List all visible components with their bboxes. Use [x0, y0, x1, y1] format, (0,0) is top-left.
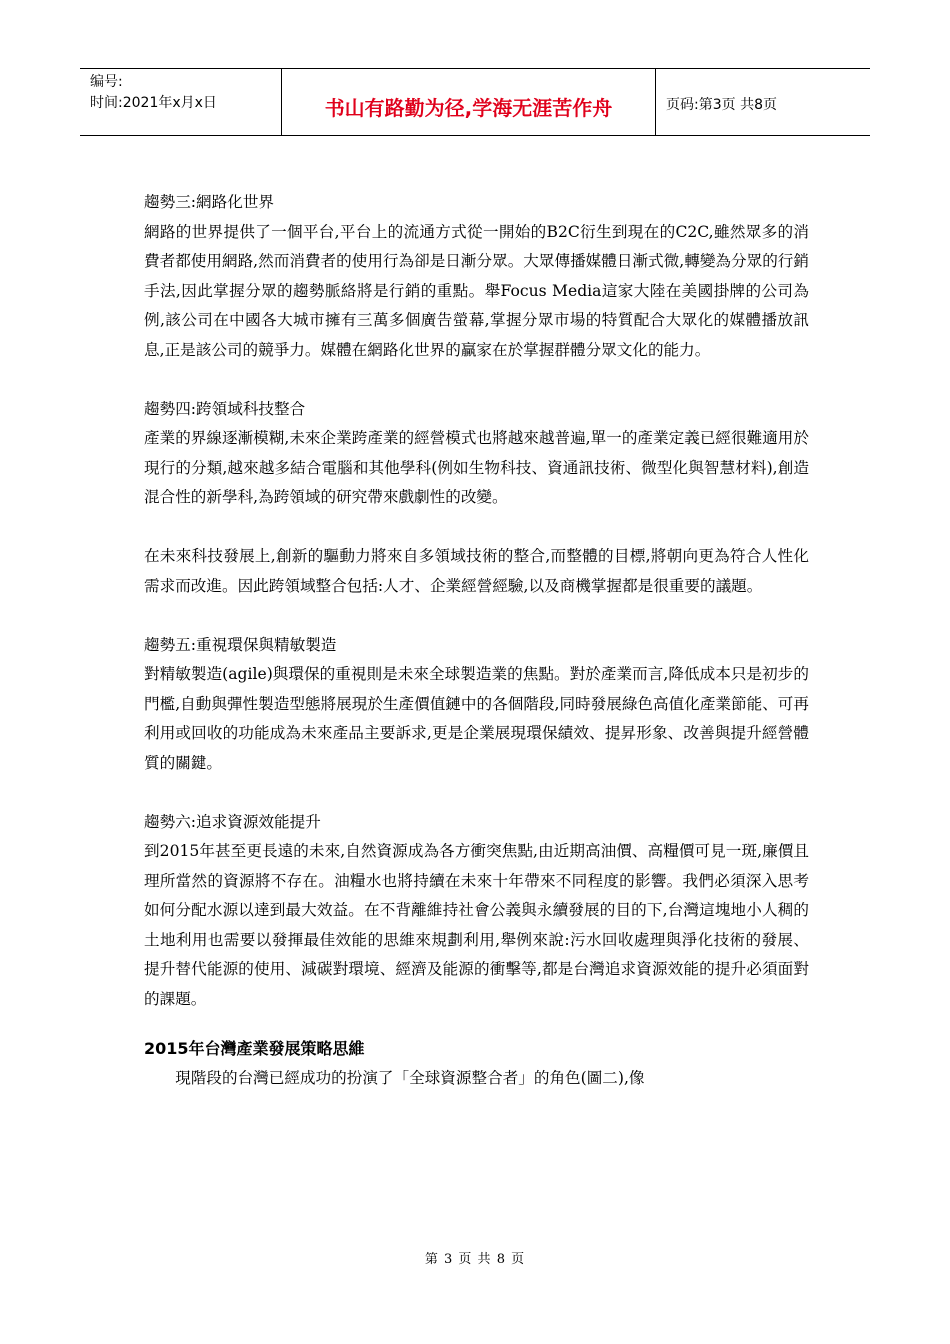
page-footer: 第 3 页 共 8 页 [424, 1252, 526, 1267]
section-paragraph: 產業的界線逐漸模糊,未來企業跨產業的經營模式也將越來越普遍,單一的產業定義已經很難適用於現行的分類,越來越多結合電腦和其他學科(例如生物科技、資通訊技術、微型化與智慧材料),創造混合性的新學科,為跨領域的研究帶來戲劇性的改變。 [144, 429, 809, 506]
header-motto: 书山有路勤为径,学海无涯苦作舟 [324, 95, 613, 120]
section-heading: 趨勢五:重視環保與精敏製造 [144, 635, 337, 654]
header-meta-cell [80, 69, 282, 135]
document-number-label: 编号: [90, 74, 123, 90]
header-motto-cell [282, 69, 656, 135]
section-heading: 趨勢四:跨領域科技整合 [144, 399, 306, 418]
strategy-paragraph: 現階段的台灣已經成功的扮演了「全球資源整合者」的角色(圖二),像 [175, 1068, 645, 1087]
document-header [80, 68, 870, 136]
strategy-title: 2015年台灣產業發展策略思維 [144, 1039, 365, 1058]
document-body [144, 188, 809, 1093]
section-heading: 趨勢六:追求資源效能提升 [144, 812, 321, 831]
section-paragraph: 網路的世界提供了一個平台,平台上的流通方式從一開始的B2C衍生到現在的C2C,雖然眾多的消費者都使用網路,然而消費者的使用行為卻是日漸分眾。大眾傳播媒體日漸式微,轉變為分眾的行銷手法,因此掌握分眾的趨勢脈絡將是行銷的重點。舉Focus Media這家大陸在美國掛牌的公司為例,該公司在中國各大城市擁有三萬多個廣告螢幕,掌握分眾市場的特質配合大眾化的媒體播放訊息,正是該公司的競爭力。媒體在網路化世界的贏家在於掌握群體分眾文化的能力。 [144, 222, 809, 359]
header-page-cell [656, 69, 870, 135]
section-paragraph: 到2015年甚至更長遠的未來,自然資源成為各方衝突焦點,由近期高油價、高糧價可見一斑,廉價且理所當然的資源將不存在。油糧水也將持續在未來十年帶來不同程度的影響。我們必須深入思考如何分配水源以達到最大效益。在不背離維持社會公義與永續發展的目的下,台灣這塊地小人稠的土地利用也需要以發揮最佳效能的思維來規劃利用,舉例來說:污水回收處理與淨化技術的發展、提升替代能源的使用、減碳對環境、經濟及能源的衝擊等,都是台灣追求資源效能的提升必須面對的課題。 [144, 842, 809, 1008]
section-paragraph: 在未來科技發展上,創新的驅動力將來自多領域技術的整合,而整體的目標,將朝向更為符合人性化需求而改進。因此跨領域整合包括:人才、企業經營經驗,以及商機掌握都是很重要的議題。 [144, 547, 809, 595]
section-heading: 趨勢三:網路化世界 [144, 193, 275, 211]
document-time-label: 时间:2021年x月x日 [90, 95, 217, 111]
section-paragraph: 對精敏製造(agile)與環保的重視則是未來全球製造業的焦點。對於產業而言,降低成本只是初步的門檻,自動與彈性製造型態將展現於生產價值鏈中的各個階段,同時發展綠色高值化產業節能、可再利用或回收的功能成為未來產品主要訴求,更是企業展現環保績效、提昇形象、改善與提升經營體質的關鍵。 [144, 665, 809, 772]
header-page-info: 页码:第3页 共8页 [666, 97, 777, 113]
